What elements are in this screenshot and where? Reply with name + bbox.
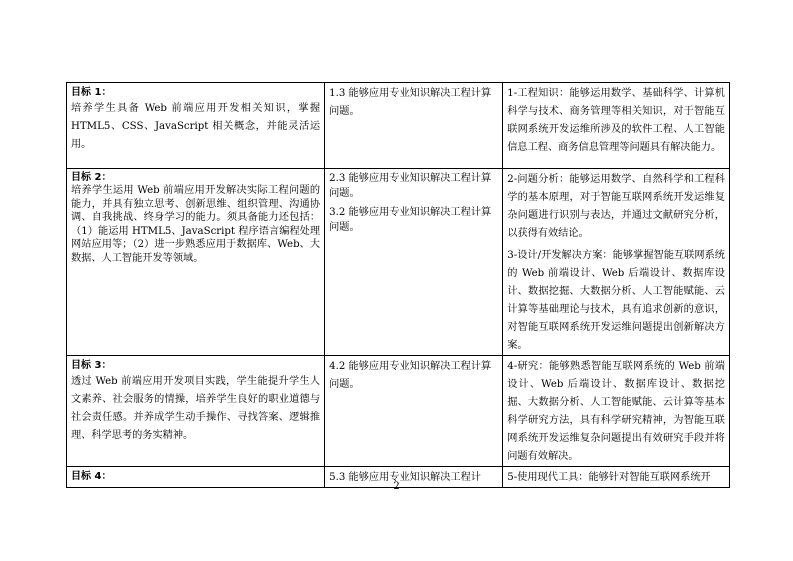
- goal-title: 目标 2：: [71, 172, 112, 183]
- objective-cell: [325, 356, 503, 467]
- objective-cell: [325, 169, 503, 356]
- objective-cell: [325, 83, 503, 169]
- goal-description: 培养学生运用 Web 前端应用开发解决实际工程问题的能力，并具有独立思考、创新思维、组织管理、沟通协调、自我挑战、终身学习的能力。须具备能力还包括：（1）能运用 HTML5、JavaScript 程序语言编程处理网站应用等；（2）进一步熟悉应用于数据库、Web、大数据、人工智能开发等领域。: [71, 185, 321, 264]
- goal-cell: [67, 356, 325, 467]
- goal-title: 目标 3：: [71, 360, 112, 371]
- table-row: [67, 356, 730, 467]
- objective-item: 1.3 能够应用专业知识解决工程计算问题。: [329, 88, 492, 117]
- requirement-item: 4-研究：能够熟悉智能互联网系统的 Web 前端设计、Web 后端设计、数据库设计、数据挖掘、大数据分析、人工智能赋能、云计算等基本科学研究方法，具有科学研究精神，为智能互联网系统开发运维复杂问题提出有效研究手段并将问题有效解决。: [507, 361, 725, 462]
- goal-cell: [67, 169, 325, 356]
- table-row: [67, 83, 730, 169]
- requirement-item: 3-设计/开发解决方案：能够掌握智能互联网系统的 Web 前端设计、Web 后端设计、数据库设计、数据挖掘、大数据分析、人工智能赋能、云计算等基础理论与技术，具有追求创新的意识，对智能互联网系统开发运维问题提出创新解决方案。: [507, 250, 725, 351]
- goal-description: 透过 Web 前端应用开发项目实践，学生能提升学生人文素养、社会服务的情操，培养学生良好的职业道德与社会责任感。并养成学生动手操作、寻找答案、逻辑推理、科学思考的务实精神。: [71, 376, 321, 441]
- goal-cell: [67, 83, 325, 169]
- objective-item: 3.2 能够应用专业知识解决工程计算问题。: [329, 207, 492, 233]
- goal-title: 目标 1：: [71, 87, 112, 98]
- requirement-cell: [503, 169, 730, 356]
- page-number: 2: [393, 481, 400, 492]
- requirement-item: 2-问题分析：能够运用数学、自然科学和工程科学的基本原理，对于智能互联网系统开发运维复杂问题进行识别与表达，并通过文献研究分析，以获得有效结论。: [507, 174, 725, 239]
- objective-item: 2.3 能够应用专业知识解决工程计算问题。: [329, 173, 492, 199]
- requirement-item: 5-使用现代工具：能够针对智能互联网系统开: [507, 472, 711, 483]
- requirement-cell: [503, 356, 730, 467]
- requirement-item: 1-工程知识：能够运用数学、基础科学、计算机科学与技术、商务管理等相关知识，对于智能互联网系统开发运维所涉及的软件工程、人工智能信息工程、商务信息管理等问题具有解决能力。: [507, 88, 725, 153]
- requirement-cell: [503, 83, 730, 169]
- objective-item: 4.2 能够应用专业知识解决工程计算问题。: [329, 361, 492, 390]
- goal-description: 培养学生具备 Web 前端应用开发相关知识，掌握 HTML5、CSS、JavaScript 相关概念，并能灵活运用。: [71, 103, 321, 150]
- goal-title: 目标 4：: [71, 471, 112, 482]
- table-row: [67, 169, 730, 356]
- objective-item: 5.3 能够应用专业知识解决工程计: [329, 472, 481, 483]
- course-goals-table: [66, 82, 730, 488]
